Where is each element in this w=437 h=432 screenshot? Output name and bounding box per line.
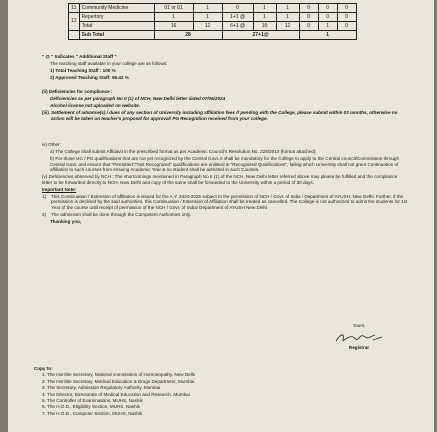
- copy-item: 6. The H.O.D., Eligibility Section, MUHS, Nashik: [42, 404, 140, 410]
- staff-section: [42, 54, 408, 82]
- table-cell: 12: [193, 22, 222, 31]
- table-cell: 01 or 01: [154, 4, 193, 13]
- table-cell: 12: [276, 22, 299, 31]
- deficiency-item: Deficiencies as per paragraph No II (1) of NCH, New Delhi letter dated 07/06/2024: [50, 95, 226, 101]
- item-text: Settlement of advance(s) / dues of any section of University including affiliation fees if pending with the College, please submit within 03 months, otherwise no action will be taken on teacher's proposal for approval/ PG Recognition received from your college.: [51, 109, 398, 121]
- document-page: [8, 0, 434, 432]
- table-cell: 1: [318, 22, 337, 31]
- deficiencies-section: [42, 89, 408, 123]
- copy-heading: Copy to:: [34, 366, 53, 371]
- section-heading: Important Note:: [42, 186, 77, 192]
- copy-item: 1. The Hon'ble Secretary, National commission of Homoeopathy, New Delhi: [42, 372, 196, 378]
- copy-item: 4. The Director, Directorate of Medical Education and Research, Mumbai: [42, 391, 190, 397]
- signature-block: [324, 323, 394, 350]
- copy-item: 7. The H.O.D., Computer Section, MUHS, Nashik: [42, 410, 143, 416]
- table-cell: 1: [276, 4, 299, 13]
- copy-item: 2. The Hon'ble Secretary, Medical Education & Drugs Department, Mumbai: [42, 378, 195, 384]
- table-cell: 0: [299, 4, 318, 13]
- table-row: [69, 4, 357, 13]
- table-cell: 0: [337, 22, 356, 31]
- note-item: 1) This Continuation / Extension of affiliation is issued for the A.Y. 2024-2025 subject to the permission of NCH / Govt. of India / Department of AYUSH, New Delhi. Further, if the permission is declined by the said authorities, this Continuation / Extension of Affiliation shall be treated as cancelled. The College is not authorized to admit the students for 1st Year of the course until receipt of permission of the NCH / Govt. of India/ Department of AYUSH New Delhi: [42, 193, 408, 210]
- table-cell: 0: [318, 13, 337, 22]
- signature-mark: [333, 331, 385, 345]
- table-cell: 1: [299, 31, 356, 40]
- table-cell: 10: [253, 22, 276, 31]
- staff-intro: The teaching staff available in your college are as follows;: [50, 60, 168, 66]
- table-cell: 1: [193, 13, 222, 22]
- table-cell: 6+1 @: [222, 22, 253, 31]
- item-text: The admission shall be done through the Competent Authorities only.: [51, 211, 192, 217]
- table-cell: 1: [154, 13, 193, 22]
- registrar-label: Registrar: [348, 344, 370, 350]
- table-cell: 1: [253, 4, 276, 13]
- table-row: [69, 22, 357, 31]
- table-cell: 16: [154, 22, 193, 31]
- table-cell: [69, 31, 80, 40]
- table-cell: 28: [154, 31, 222, 40]
- table-cell: 11: [69, 4, 80, 13]
- item-text: This Continuation / Extension of affiliation is issued for the A.Y. 2024-2025 subject to the permission of NCH / Govt. of India / Department of AYUSH, New Delhi. Further, if the permission is declined by the said authorities, this Continuation / Extension of Affiliation shall be treated as cancelled. The College is not authorized to admit the students for 1st Year of the course until receipt of permission of the NCH / Govt. of India/ Department of AYUSH New Delhi: [51, 193, 408, 210]
- table-cell: 27+1@: [222, 31, 299, 40]
- copy-item: 5. The Controller of Examinations, MUHS, Nashik: [42, 397, 143, 403]
- staff-item: 1) Total Teaching Staff : 100 %: [50, 67, 116, 73]
- yours-line: Yours,: [352, 323, 366, 328]
- other-section: [42, 142, 408, 226]
- other-item: b) For those UG / PG qualifications that are not yet recognized by the Central Govt.,it shall be mandatory for the College to apply to the Central council/Commission through Central Govt. and ensure that "Permitted"/"Not Recognized" qualifications are enlisted in "Recognized Qualifications", failing which University shall not grant Continuation of affiliation to such courses from ensuing Academic Year & no student shall be admitted in such Courses.: [50, 155, 400, 173]
- table-cell: Total: [79, 22, 154, 31]
- table-cell: 0: [299, 13, 318, 22]
- table-cell: 1+1 @: [222, 13, 253, 22]
- copy-to-section: [34, 366, 364, 417]
- table-cell: 0: [222, 4, 253, 13]
- table-cell: 0: [318, 4, 337, 13]
- other-item: a) The College shall submit Affidavit in the prescribed format as per Academic Council's Resolution No. 229/2013 (format attached).: [50, 148, 317, 154]
- settlement-item: [42, 110, 408, 121]
- table-cell: 12: [69, 13, 80, 31]
- table-cell: 1: [276, 13, 299, 22]
- table-cell: Repertory: [79, 13, 154, 22]
- staff-item: 2) Approved Teaching Staff: 96.42 %: [50, 74, 129, 80]
- table-cell: Sub Total: [79, 31, 154, 40]
- table-row: [69, 13, 357, 22]
- table-cell: Community Medicine: [79, 4, 154, 13]
- table-cell: 0: [299, 22, 318, 31]
- nch-deficiencies: (v) Deficiencies observed by NCH : The shortcomings mentioned in Paragraph No II (1) of the NCH, New Delhi letter referred above may please be fulfilled and the compliance letter to be forwarded directly to NCH, New Delhi and copy of the same shall be forwarded to the University within a period of 30 days.: [42, 174, 398, 185]
- copy-item: 3. The Secretary, Admission Regulatory Authority, Mumbai: [42, 385, 161, 391]
- table-row: [69, 31, 357, 40]
- table-cell: 0: [337, 13, 356, 22]
- section-heading: (ii) Deficiencies for compliance :: [42, 89, 113, 94]
- item-number: (iii): [42, 109, 49, 115]
- deficiency-item: Alcohol license not uploaded on website.: [50, 102, 141, 108]
- table-cell: 1: [253, 13, 276, 22]
- table-cell: 1: [193, 4, 222, 13]
- staff-table: [68, 3, 357, 40]
- thanks-line: Thanking you,: [50, 218, 82, 224]
- section-heading: iv) Other:: [42, 142, 61, 147]
- indicates-note: " @ " Indicates " Additional Staff ": [42, 54, 117, 59]
- table-cell: 0: [337, 4, 356, 13]
- note-item: 2) The admission shall be done through the Competent Authorities only.: [42, 211, 192, 217]
